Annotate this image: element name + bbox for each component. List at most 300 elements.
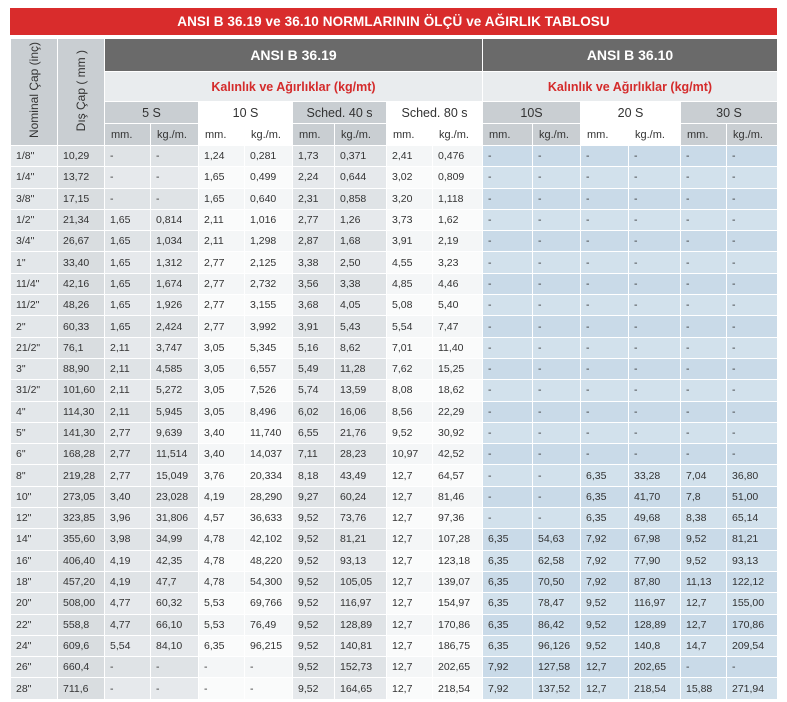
value-cell: 0,814 bbox=[151, 209, 199, 230]
value-cell: - bbox=[151, 678, 199, 699]
value-cell: - bbox=[151, 146, 199, 167]
table-row bbox=[11, 508, 778, 529]
value-cell: 1,62 bbox=[433, 209, 483, 230]
value-cell: - bbox=[681, 146, 727, 167]
value-cell: 12,7 bbox=[387, 529, 433, 550]
nominal-cell: 16" bbox=[11, 550, 58, 571]
value-cell: 1,674 bbox=[151, 273, 199, 294]
value-cell: 5,945 bbox=[151, 401, 199, 422]
outer-diameter-cell: 114,30 bbox=[58, 401, 105, 422]
value-cell: - bbox=[629, 337, 681, 358]
value-cell: - bbox=[533, 444, 581, 465]
value-cell: 87,80 bbox=[629, 571, 681, 592]
table-row bbox=[11, 252, 778, 273]
nominal-cell: 3/8" bbox=[11, 188, 58, 209]
value-cell: - bbox=[629, 167, 681, 188]
value-cell: - bbox=[629, 295, 681, 316]
value-cell: 31,806 bbox=[151, 508, 199, 529]
table-row bbox=[11, 273, 778, 294]
value-cell: 42,35 bbox=[151, 550, 199, 571]
value-cell: 2,31 bbox=[293, 188, 335, 209]
value-cell: 15,049 bbox=[151, 465, 199, 486]
value-cell: 209,54 bbox=[727, 635, 778, 656]
value-cell: 6,35 bbox=[483, 593, 533, 614]
value-cell: - bbox=[483, 337, 533, 358]
value-cell: 7,11 bbox=[293, 444, 335, 465]
value-cell: - bbox=[483, 273, 533, 294]
value-cell: - bbox=[483, 486, 533, 507]
value-cell: 127,58 bbox=[533, 657, 581, 678]
value-cell: - bbox=[483, 444, 533, 465]
value-cell: 5,345 bbox=[245, 337, 293, 358]
value-cell: 4,85 bbox=[387, 273, 433, 294]
value-cell: 14,037 bbox=[245, 444, 293, 465]
schedule-header: 20 S bbox=[581, 102, 681, 124]
nominal-cell: 6" bbox=[11, 444, 58, 465]
value-cell: 1,034 bbox=[151, 231, 199, 252]
value-cell: 0,476 bbox=[433, 146, 483, 167]
value-cell: 1,65 bbox=[105, 273, 151, 294]
value-cell: - bbox=[533, 380, 581, 401]
outer-diameter-cell: 33,40 bbox=[58, 252, 105, 273]
nominal-cell: 14" bbox=[11, 529, 58, 550]
value-cell: 5,53 bbox=[199, 593, 245, 614]
value-cell: 7,92 bbox=[483, 678, 533, 699]
table-title: ANSI B 36.19 ve 36.10 NORMLARININ ÖLÇÜ ve AĞIRLIK TABLOSU bbox=[10, 8, 777, 35]
value-cell: - bbox=[629, 316, 681, 337]
value-cell: 2,19 bbox=[433, 231, 483, 252]
value-cell: 9,52 bbox=[681, 550, 727, 571]
value-cell: 66,10 bbox=[151, 614, 199, 635]
nominal-cell: 1/2" bbox=[11, 209, 58, 230]
outer-diameter-cell: 88,90 bbox=[58, 358, 105, 379]
value-cell: - bbox=[533, 209, 581, 230]
value-cell: - bbox=[727, 295, 778, 316]
value-cell: 11,28 bbox=[335, 358, 387, 379]
value-cell: 2,11 bbox=[199, 231, 245, 252]
value-cell: 3,40 bbox=[199, 422, 245, 443]
table-row bbox=[11, 550, 778, 571]
value-cell: 218,54 bbox=[433, 678, 483, 699]
nominal-cell: 31/2" bbox=[11, 380, 58, 401]
value-cell: - bbox=[681, 231, 727, 252]
value-cell: 7,92 bbox=[581, 529, 629, 550]
value-cell: 137,52 bbox=[533, 678, 581, 699]
outer-diameter-cell: 101,60 bbox=[58, 380, 105, 401]
value-cell: 3,96 bbox=[105, 508, 151, 529]
value-cell: - bbox=[727, 316, 778, 337]
value-cell: 9,52 bbox=[387, 422, 433, 443]
value-cell: - bbox=[105, 146, 151, 167]
value-cell: 47,7 bbox=[151, 571, 199, 592]
nominal-cell: 12" bbox=[11, 508, 58, 529]
outer-diameter-cell: 558,8 bbox=[58, 614, 105, 635]
value-cell: 81,21 bbox=[335, 529, 387, 550]
nominal-cell: 3" bbox=[11, 358, 58, 379]
value-cell: 4,78 bbox=[199, 571, 245, 592]
value-cell: 5,53 bbox=[199, 614, 245, 635]
value-cell: 2,125 bbox=[245, 252, 293, 273]
value-cell: - bbox=[533, 508, 581, 529]
unit-mm-header: mm. bbox=[581, 124, 629, 146]
value-cell: 139,07 bbox=[433, 571, 483, 592]
value-cell: 6,55 bbox=[293, 422, 335, 443]
nominal-cell: 21/2" bbox=[11, 337, 58, 358]
value-cell: 6,35 bbox=[483, 550, 533, 571]
value-cell: 62,58 bbox=[533, 550, 581, 571]
outer-diameter-cell: 17,15 bbox=[58, 188, 105, 209]
nominal-cell: 24" bbox=[11, 635, 58, 656]
value-cell: 1,65 bbox=[105, 316, 151, 337]
value-cell: - bbox=[727, 358, 778, 379]
value-cell: 97,36 bbox=[433, 508, 483, 529]
value-cell: - bbox=[629, 273, 681, 294]
value-cell: 12,7 bbox=[387, 486, 433, 507]
nominal-cell: 10" bbox=[11, 486, 58, 507]
value-cell: 9,52 bbox=[681, 529, 727, 550]
value-cell: - bbox=[727, 422, 778, 443]
value-cell: 48,220 bbox=[245, 550, 293, 571]
nominal-diameter-header: Nominal Çap (inç) bbox=[11, 39, 58, 146]
value-cell: - bbox=[581, 273, 629, 294]
value-cell: 140,81 bbox=[335, 635, 387, 656]
value-cell: - bbox=[681, 444, 727, 465]
value-cell: 7,47 bbox=[433, 316, 483, 337]
value-cell: 65,14 bbox=[727, 508, 778, 529]
value-cell: 22,29 bbox=[433, 401, 483, 422]
value-cell: - bbox=[629, 444, 681, 465]
value-cell: 9,52 bbox=[293, 614, 335, 635]
value-cell: 9,52 bbox=[293, 529, 335, 550]
value-cell: 54,300 bbox=[245, 571, 293, 592]
value-cell: 9,52 bbox=[293, 678, 335, 699]
value-cell: 8,18 bbox=[293, 465, 335, 486]
value-cell: 2,77 bbox=[105, 444, 151, 465]
value-cell: 4,19 bbox=[199, 486, 245, 507]
value-cell: - bbox=[483, 252, 533, 273]
value-cell: 2,24 bbox=[293, 167, 335, 188]
value-cell: 6,35 bbox=[483, 614, 533, 635]
value-cell: 0,809 bbox=[433, 167, 483, 188]
value-cell: 1,016 bbox=[245, 209, 293, 230]
nominal-cell: 8" bbox=[11, 465, 58, 486]
nominal-cell: 1/8" bbox=[11, 146, 58, 167]
value-cell: 4,77 bbox=[105, 593, 151, 614]
value-cell: - bbox=[727, 273, 778, 294]
value-cell: - bbox=[727, 401, 778, 422]
value-cell: 6,557 bbox=[245, 358, 293, 379]
value-cell: 73,76 bbox=[335, 508, 387, 529]
value-cell: 7,92 bbox=[581, 571, 629, 592]
value-cell: - bbox=[483, 146, 533, 167]
value-cell: 1,65 bbox=[105, 252, 151, 273]
value-cell: 128,89 bbox=[335, 614, 387, 635]
value-cell: 155,00 bbox=[727, 593, 778, 614]
value-cell: 3,40 bbox=[105, 486, 151, 507]
value-cell: 28,23 bbox=[335, 444, 387, 465]
table-body bbox=[11, 146, 778, 700]
value-cell: 6,35 bbox=[199, 635, 245, 656]
pipe-dimension-table bbox=[10, 38, 778, 700]
value-cell: - bbox=[581, 146, 629, 167]
value-cell: 54,63 bbox=[533, 529, 581, 550]
value-cell: 6,02 bbox=[293, 401, 335, 422]
table-row bbox=[11, 422, 778, 443]
value-cell: 12,7 bbox=[387, 508, 433, 529]
value-cell: 12,7 bbox=[387, 550, 433, 571]
value-cell: 81,21 bbox=[727, 529, 778, 550]
value-cell: - bbox=[681, 295, 727, 316]
value-cell: 7,62 bbox=[387, 358, 433, 379]
value-cell: - bbox=[533, 273, 581, 294]
value-cell: 2,11 bbox=[199, 209, 245, 230]
schedule-header: 30 S bbox=[681, 102, 778, 124]
value-cell: 6,35 bbox=[483, 635, 533, 656]
table-row bbox=[11, 614, 778, 635]
value-cell: 9,52 bbox=[293, 635, 335, 656]
value-cell: 12,7 bbox=[581, 678, 629, 699]
value-cell: 0,499 bbox=[245, 167, 293, 188]
value-cell: - bbox=[581, 252, 629, 273]
table-row bbox=[11, 231, 778, 252]
value-cell: - bbox=[727, 209, 778, 230]
value-cell: - bbox=[727, 337, 778, 358]
outer-diameter-cell: 508,00 bbox=[58, 593, 105, 614]
value-cell: 105,05 bbox=[335, 571, 387, 592]
value-cell: 11,514 bbox=[151, 444, 199, 465]
outer-diameter-cell: 76,1 bbox=[58, 337, 105, 358]
value-cell: 23,028 bbox=[151, 486, 199, 507]
value-cell: - bbox=[483, 508, 533, 529]
value-cell: 6,35 bbox=[483, 571, 533, 592]
value-cell: 1,24 bbox=[199, 146, 245, 167]
value-cell: - bbox=[245, 678, 293, 699]
value-cell: 4,05 bbox=[335, 295, 387, 316]
value-cell: 33,28 bbox=[629, 465, 681, 486]
value-cell: 14,7 bbox=[681, 635, 727, 656]
value-cell: 6,35 bbox=[581, 486, 629, 507]
value-cell: - bbox=[581, 188, 629, 209]
outer-diameter-cell: 21,34 bbox=[58, 209, 105, 230]
value-cell: 9,52 bbox=[581, 593, 629, 614]
value-cell: 4,57 bbox=[199, 508, 245, 529]
value-cell: - bbox=[629, 422, 681, 443]
value-cell: - bbox=[581, 295, 629, 316]
value-cell: 15,88 bbox=[681, 678, 727, 699]
value-cell: - bbox=[105, 167, 151, 188]
unit-mm-header: mm. bbox=[105, 124, 151, 146]
value-cell: 3,747 bbox=[151, 337, 199, 358]
value-cell: 1,68 bbox=[335, 231, 387, 252]
value-cell: 5,40 bbox=[433, 295, 483, 316]
value-cell: - bbox=[629, 358, 681, 379]
value-cell: 3,56 bbox=[293, 273, 335, 294]
table-row bbox=[11, 316, 778, 337]
value-cell: - bbox=[533, 337, 581, 358]
value-cell: 116,97 bbox=[335, 593, 387, 614]
value-cell: - bbox=[581, 358, 629, 379]
value-cell: 4,19 bbox=[105, 550, 151, 571]
value-cell: 7,92 bbox=[581, 550, 629, 571]
value-cell: 2,11 bbox=[105, 358, 151, 379]
value-cell: 7,8 bbox=[681, 486, 727, 507]
value-cell: 4,46 bbox=[433, 273, 483, 294]
value-cell: 2,77 bbox=[199, 273, 245, 294]
outer-diameter-cell: 457,20 bbox=[58, 571, 105, 592]
value-cell: 4,55 bbox=[387, 252, 433, 273]
nominal-cell: 1/4" bbox=[11, 167, 58, 188]
schedule-header: Sched. 40 s bbox=[293, 102, 387, 124]
value-cell: 36,80 bbox=[727, 465, 778, 486]
value-cell: - bbox=[581, 209, 629, 230]
value-cell: - bbox=[533, 252, 581, 273]
value-cell: - bbox=[581, 316, 629, 337]
value-cell: - bbox=[581, 231, 629, 252]
value-cell: 2,77 bbox=[199, 295, 245, 316]
nominal-cell: 1" bbox=[11, 252, 58, 273]
value-cell: 2,732 bbox=[245, 273, 293, 294]
nominal-cell: 18" bbox=[11, 571, 58, 592]
table-row bbox=[11, 358, 778, 379]
value-cell: 3,05 bbox=[199, 401, 245, 422]
nominal-cell: 11/4" bbox=[11, 273, 58, 294]
value-cell: 93,13 bbox=[335, 550, 387, 571]
unit-mm-header: mm. bbox=[483, 124, 533, 146]
table-row bbox=[11, 571, 778, 592]
value-cell: 9,52 bbox=[293, 508, 335, 529]
value-cell: 1,118 bbox=[433, 188, 483, 209]
value-cell: 2,77 bbox=[105, 465, 151, 486]
value-cell: 2,77 bbox=[105, 422, 151, 443]
value-cell: - bbox=[681, 252, 727, 273]
value-cell: - bbox=[681, 401, 727, 422]
value-cell: - bbox=[681, 422, 727, 443]
value-cell: - bbox=[727, 380, 778, 401]
value-cell: 12,7 bbox=[581, 657, 629, 678]
value-cell: 67,98 bbox=[629, 529, 681, 550]
value-cell: - bbox=[727, 444, 778, 465]
value-cell: 30,92 bbox=[433, 422, 483, 443]
value-cell: 7,01 bbox=[387, 337, 433, 358]
value-cell: 5,272 bbox=[151, 380, 199, 401]
value-cell: 3,992 bbox=[245, 316, 293, 337]
value-cell: - bbox=[681, 209, 727, 230]
value-cell: 78,47 bbox=[533, 593, 581, 614]
value-cell: - bbox=[483, 380, 533, 401]
value-cell: - bbox=[681, 316, 727, 337]
value-cell: 271,94 bbox=[727, 678, 778, 699]
value-cell: 3,98 bbox=[105, 529, 151, 550]
value-cell: 8,38 bbox=[681, 508, 727, 529]
value-cell: 34,99 bbox=[151, 529, 199, 550]
value-cell: 1,65 bbox=[105, 231, 151, 252]
value-cell: - bbox=[581, 401, 629, 422]
value-cell: 154,97 bbox=[433, 593, 483, 614]
value-cell: 96,126 bbox=[533, 635, 581, 656]
outer-diameter-cell: 13,72 bbox=[58, 167, 105, 188]
value-cell: - bbox=[533, 146, 581, 167]
value-cell: 20,334 bbox=[245, 465, 293, 486]
value-cell: 2,77 bbox=[199, 252, 245, 273]
value-cell: 0,858 bbox=[335, 188, 387, 209]
outer-diameter-cell: 273,05 bbox=[58, 486, 105, 507]
schedule-header: 10 S bbox=[199, 102, 293, 124]
table-row bbox=[11, 146, 778, 167]
nominal-cell: 3/4" bbox=[11, 231, 58, 252]
value-cell: 10,97 bbox=[387, 444, 433, 465]
value-cell: 12,7 bbox=[387, 593, 433, 614]
value-cell: 4,585 bbox=[151, 358, 199, 379]
value-cell: 2,424 bbox=[151, 316, 199, 337]
unit-kg-header: kg./m. bbox=[533, 124, 581, 146]
value-cell: 49,68 bbox=[629, 508, 681, 529]
value-cell: 3,73 bbox=[387, 209, 433, 230]
value-cell: - bbox=[483, 465, 533, 486]
value-cell: - bbox=[681, 273, 727, 294]
value-cell: - bbox=[533, 316, 581, 337]
value-cell: 3,02 bbox=[387, 167, 433, 188]
value-cell: - bbox=[629, 209, 681, 230]
unit-mm-header: mm. bbox=[293, 124, 335, 146]
table-row bbox=[11, 209, 778, 230]
value-cell: - bbox=[533, 401, 581, 422]
value-cell: 3,38 bbox=[335, 273, 387, 294]
value-cell: 5,74 bbox=[293, 380, 335, 401]
value-cell: - bbox=[533, 486, 581, 507]
value-cell: 36,633 bbox=[245, 508, 293, 529]
nominal-cell: 5" bbox=[11, 422, 58, 443]
value-cell: 2,87 bbox=[293, 231, 335, 252]
value-cell: - bbox=[581, 444, 629, 465]
value-cell: - bbox=[483, 422, 533, 443]
value-cell: 16,06 bbox=[335, 401, 387, 422]
value-cell: 107,28 bbox=[433, 529, 483, 550]
value-cell: - bbox=[681, 337, 727, 358]
value-cell: 43,49 bbox=[335, 465, 387, 486]
value-cell: 0,640 bbox=[245, 188, 293, 209]
value-cell: 60,24 bbox=[335, 486, 387, 507]
subtitle-b3610: Kalınlık ve Ağırlıklar (kg/mt) bbox=[483, 72, 778, 102]
value-cell: 2,77 bbox=[293, 209, 335, 230]
value-cell: 7,92 bbox=[483, 657, 533, 678]
value-cell: 1,926 bbox=[151, 295, 199, 316]
value-cell: - bbox=[151, 167, 199, 188]
value-cell: 9,52 bbox=[293, 550, 335, 571]
subtitle-b3619: Kalınlık ve Ağırlıklar (kg/mt) bbox=[105, 72, 483, 102]
table-row bbox=[11, 401, 778, 422]
value-cell: 11,13 bbox=[681, 571, 727, 592]
value-cell: 152,73 bbox=[335, 657, 387, 678]
value-cell: - bbox=[151, 657, 199, 678]
value-cell: 1,298 bbox=[245, 231, 293, 252]
value-cell: - bbox=[533, 422, 581, 443]
outer-diameter-cell: 660,4 bbox=[58, 657, 105, 678]
value-cell: 42,102 bbox=[245, 529, 293, 550]
value-cell: 1,65 bbox=[105, 295, 151, 316]
value-cell: 0,644 bbox=[335, 167, 387, 188]
value-cell: 170,86 bbox=[433, 614, 483, 635]
value-cell: - bbox=[727, 657, 778, 678]
value-cell: - bbox=[681, 380, 727, 401]
outer-diameter-cell: 323,85 bbox=[58, 508, 105, 529]
value-cell: 5,54 bbox=[387, 316, 433, 337]
value-cell: - bbox=[533, 465, 581, 486]
value-cell: 164,65 bbox=[335, 678, 387, 699]
value-cell: 51,00 bbox=[727, 486, 778, 507]
value-cell: 76,49 bbox=[245, 614, 293, 635]
value-cell: 96,215 bbox=[245, 635, 293, 656]
value-cell: 12,7 bbox=[681, 614, 727, 635]
